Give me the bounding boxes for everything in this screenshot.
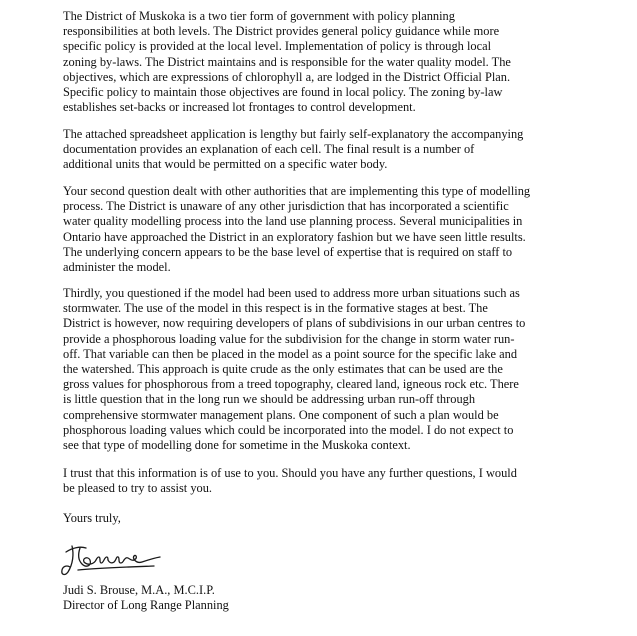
- text-line: the watershed. This approach is quite crude as the only estimates that can be used are the: [63, 362, 503, 377]
- text-line: Thirdly, you questioned if the model had been used to address more urban situations such as: [63, 286, 520, 300]
- text-line: process. The District is unaware of any other jurisdiction that has incorporated a scientific: [63, 199, 509, 214]
- text-line: additional units that would be permitted on a specific water body.: [63, 157, 388, 172]
- text-line: District is however, now requiring developers of plans of subdivisions in our urban centres to: [63, 316, 526, 331]
- text-line: provide a phosphorous loading value for the subdivision for the change in storm water run-: [63, 331, 515, 346]
- paragraph-closing-remarks: [63, 466, 629, 496]
- text-line: specific policy is provided at the local level. Implementation of policy is through local: [63, 39, 492, 54]
- text-line: objectives, which are expressions of chlorophyll a, are lodged in the District Official Plan.: [63, 69, 511, 84]
- text-line: off. That variable can then be placed in the model as a point source for the specific lake and: [63, 346, 518, 361]
- text-line: zoning by-laws. The District maintains and is responsible for the water quality model. The: [63, 54, 511, 69]
- text-line: Specific policy to maintain those objectives are found in local policy. The zoning by-law: [63, 85, 503, 100]
- text-line: The underlying concern appears to be the base level of expertise that is required on staff to: [63, 244, 513, 259]
- paragraph-third-question: [63, 286, 629, 453]
- paragraph-second-question: [63, 184, 629, 275]
- text-line: comprehensive stormwater management plans. One component of such a plan would be: [63, 407, 499, 422]
- text-line: The District of Muskoka is a two tier form of government with policy planning: [63, 9, 455, 23]
- text-line: I trust that this information is of use to you. Should you have any further questions, I would: [63, 466, 517, 480]
- text-line: stormwater. The use of the model in this respect is in the formative stages at best. The: [63, 301, 488, 316]
- paragraph-district-structure: [63, 9, 629, 115]
- signer-name: Judi S. Brouse, M.A., M.C.I.P.: [63, 583, 215, 597]
- closing-salutation: Yours truly,: [63, 511, 121, 525]
- text-line: phosphorous loading values which could be incorporated into the model. I do not expect to: [63, 422, 514, 437]
- text-line: The attached spreadsheet application is lengthy but fairly self-explanatory the accompanying: [63, 127, 524, 141]
- paragraph-spreadsheet: [63, 127, 629, 173]
- text-line: gross values for phosphorous from a treed topography, cleared land, igneous rock etc. There: [63, 377, 519, 392]
- text-line: see that type of modelling done for sometime in the Muskoka context.: [63, 438, 411, 453]
- text-line: administer the model.: [63, 260, 171, 275]
- signer-title: Director of Long Range Planning: [63, 598, 229, 612]
- signature-block: [63, 583, 229, 613]
- text-line: is little question that in the long run we should be addressing urban run-off through: [63, 392, 476, 407]
- text-line: Your second question dealt with other authorities that are implementing this type of modelling: [63, 184, 531, 198]
- text-line: establishes set-backs or increased lot frontages to control development.: [63, 100, 416, 115]
- handwritten-signature: [58, 540, 166, 580]
- text-line: responsibilities at both levels. The District provides general policy guidance while more: [63, 24, 500, 39]
- text-line: be pleased to try to assist you.: [63, 481, 213, 496]
- text-line: Ontario have approached the District in an exploratory fashion but we have seen little results.: [63, 229, 526, 244]
- text-line: water quality modelling process into the land use planning process. Several municipalities in: [63, 214, 523, 229]
- text-line: documentation provides an explanation of each cell. The final result is a number of: [63, 142, 475, 157]
